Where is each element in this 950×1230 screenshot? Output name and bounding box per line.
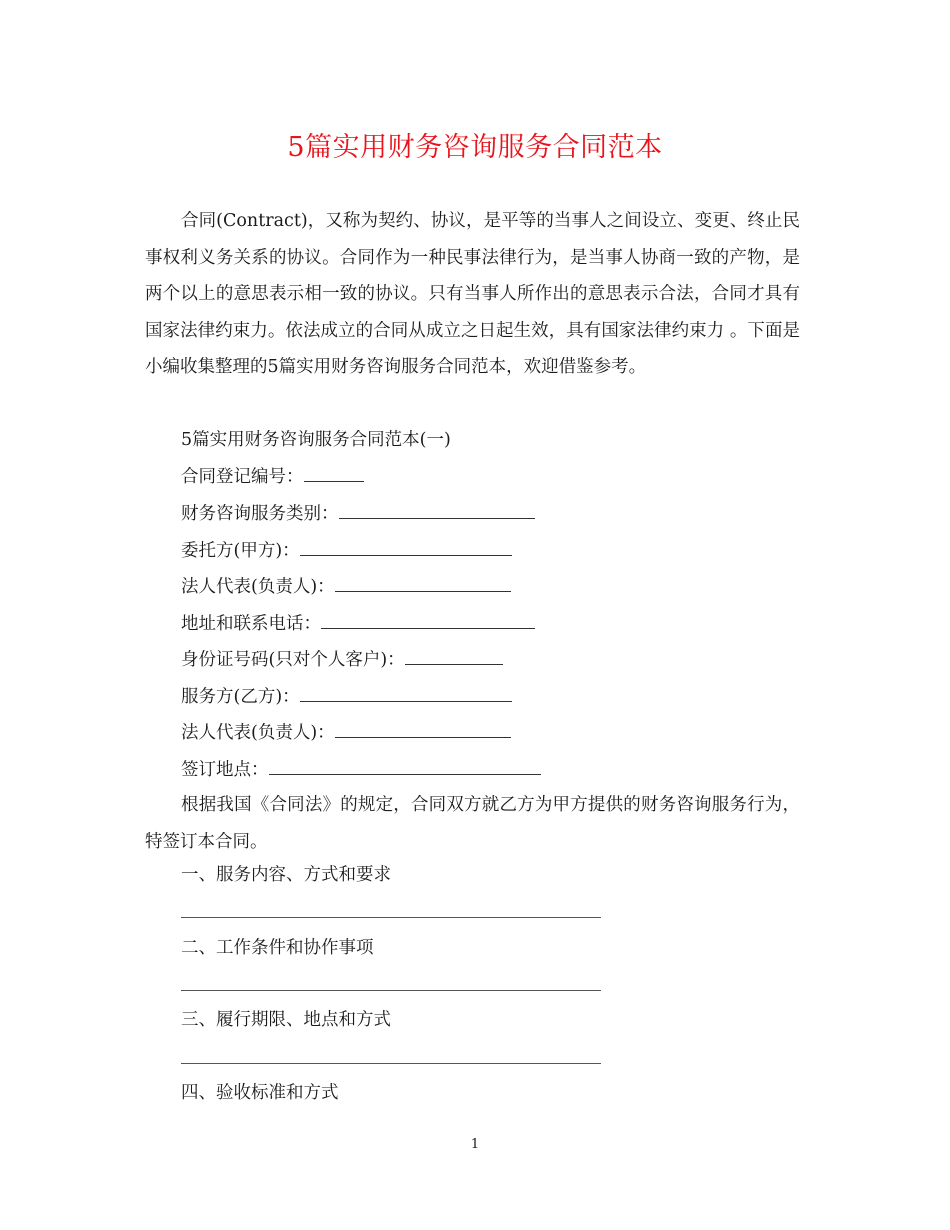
blank-rule	[181, 1063, 601, 1064]
blank-line	[339, 501, 535, 519]
field-label: 委托方(甲方)：	[181, 541, 300, 561]
section-heading-text: 5篇实用财务咨询服务合同范本(一)	[181, 430, 451, 450]
field-client	[181, 537, 512, 565]
intro-paragraph: 合同(Contract)，又称为契约、协议，是平等的当事人之间设立、变更、终止民事权利义务关系的协议。合同作为一种民事法律行为，是当事人协商一致的产物，是两个以上的意思表示相一致的协议。只有当事人所作出的意思表示合法，合同才具有国家法律约束力。依法成立的合同从成立之日起生效，具有国家法律约束力 。下面是小编收集整理的5篇实用财务咨询服务合同范本，欢迎借鉴参考。	[145, 211, 800, 377]
clause-heading-4	[181, 1079, 339, 1107]
blank-rule	[181, 990, 601, 991]
blank-line	[269, 757, 541, 775]
blank-line	[321, 611, 535, 629]
blank-line	[335, 574, 511, 592]
field-label: 地址和联系电话：	[181, 614, 321, 634]
clause-heading-text: 二、工作条件和协作事项	[181, 938, 374, 958]
field-label: 财务咨询服务类别：	[181, 504, 339, 524]
field-provider-rep	[181, 719, 511, 747]
field-label: 合同登记编号：	[181, 467, 304, 487]
document-title: 5篇实用财务咨询服务合同范本	[287, 132, 663, 163]
field-client-rep	[181, 573, 511, 601]
blank-line	[304, 464, 364, 482]
field-label: 签订地点：	[181, 760, 269, 780]
blank-line	[335, 720, 511, 738]
clause-heading-text: 四、验收标准和方式	[181, 1083, 339, 1103]
clause-heading-text: 三、履行期限、地点和方式	[181, 1010, 391, 1030]
field-label: 身份证号码(只对个人客户)：	[181, 650, 405, 670]
field-registration-no	[181, 463, 364, 491]
clause-heading-3	[181, 1006, 391, 1034]
field-label: 法人代表(负责人)：	[181, 723, 335, 743]
field-label: 服务方(乙方)：	[181, 687, 300, 707]
field-address-phone	[181, 610, 535, 638]
field-service-category	[181, 500, 535, 528]
section-heading	[181, 426, 451, 454]
preamble-paragraph: 根据我国《合同法》的规定，合同双方就乙方为甲方提供的财务咨询服务行为，特签订本合同。	[145, 795, 800, 852]
field-id-number	[181, 646, 503, 674]
field-signing-place	[181, 756, 541, 784]
blank-line	[405, 647, 503, 665]
field-label: 法人代表(负责人)：	[181, 577, 335, 597]
clause-heading-text: 一、服务内容、方式和要求	[181, 865, 391, 885]
clause-heading-2	[181, 934, 374, 962]
blank-line	[300, 684, 512, 702]
blank-rule	[181, 917, 601, 918]
clause-heading-1	[181, 861, 391, 889]
field-provider	[181, 683, 512, 711]
blank-line	[300, 538, 512, 556]
page-number: 1	[470, 1137, 480, 1152]
